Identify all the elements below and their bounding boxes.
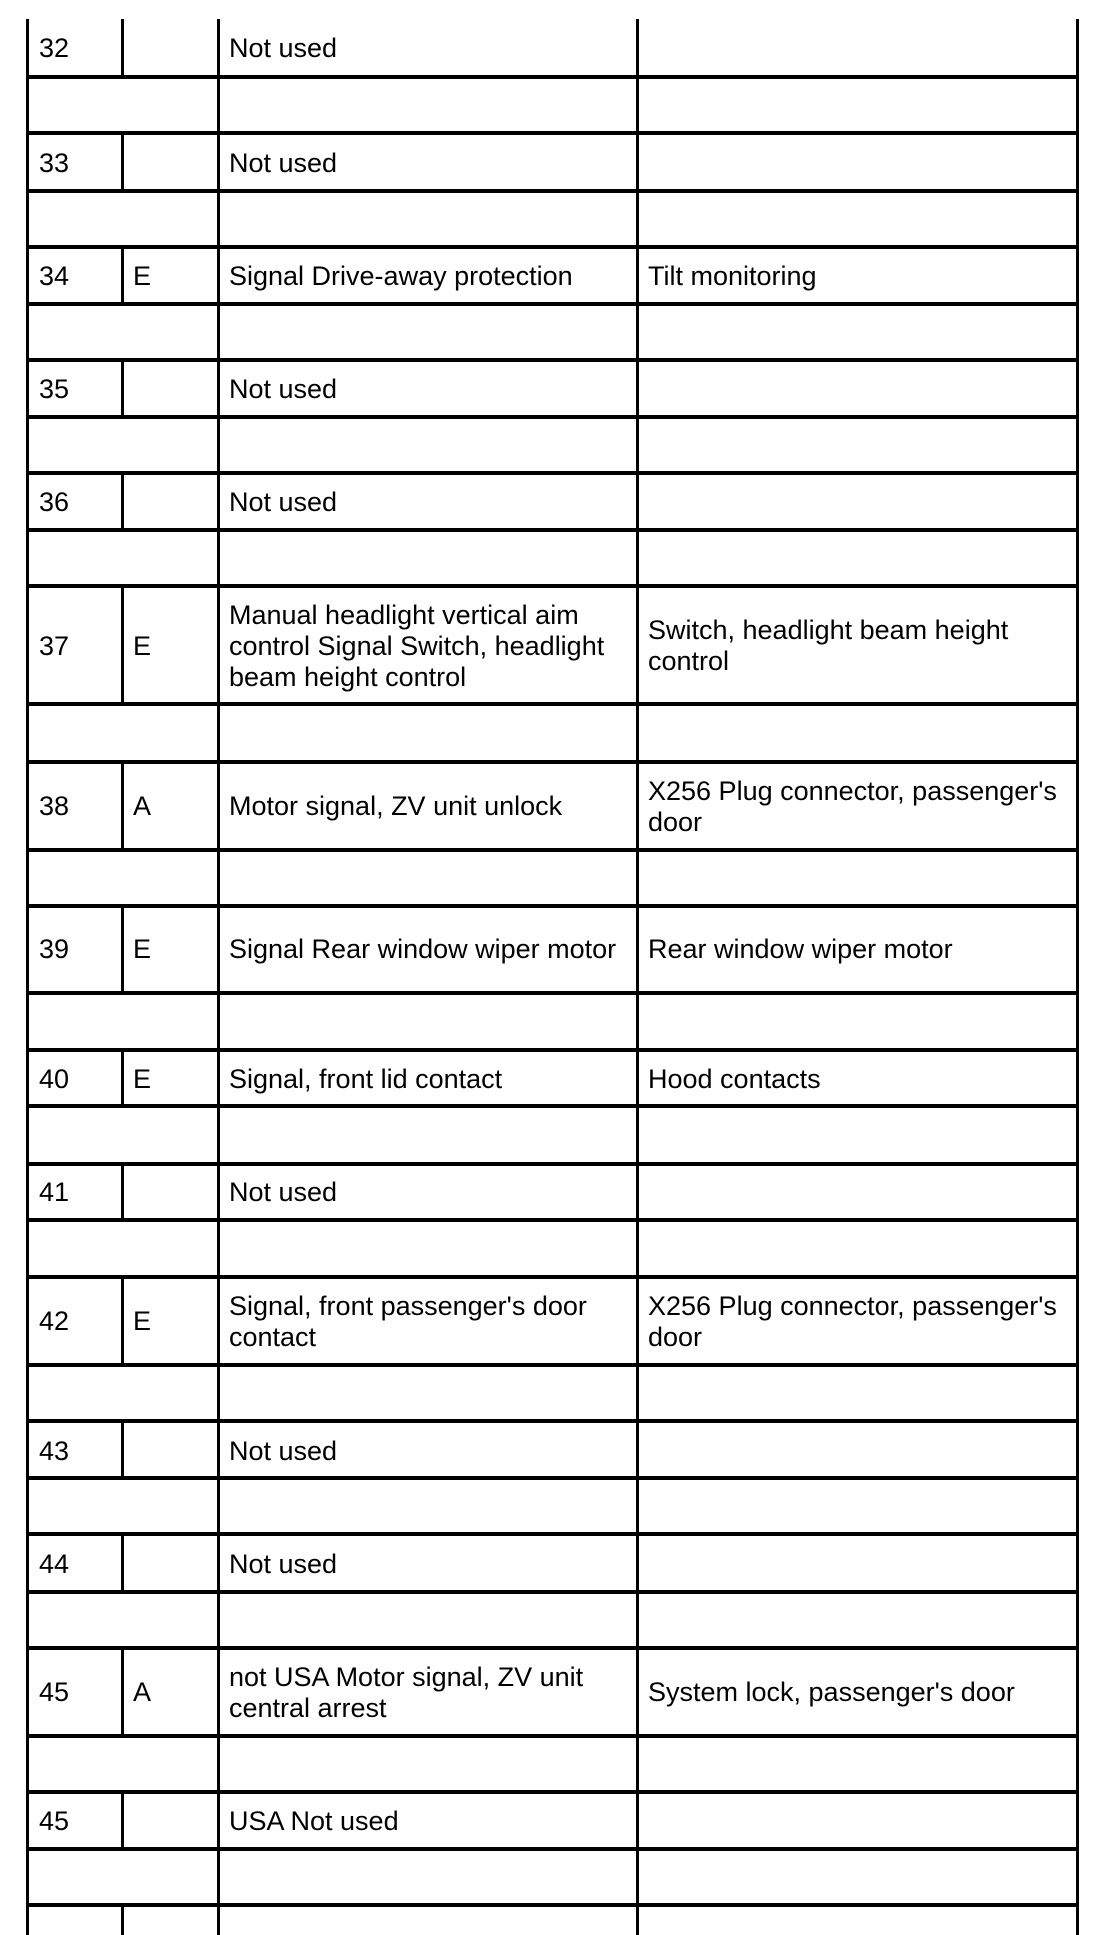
spacer-bottom-rule <box>26 1903 1079 1907</box>
pin-number-cell: 35 <box>39 373 70 404</box>
description-cell: Not used <box>229 147 338 178</box>
signal-type-cell <box>133 362 211 416</box>
component-cell <box>648 362 1071 416</box>
component-cell: System lock, passenger's door <box>648 1677 1015 1707</box>
pin-type-divider <box>121 360 124 417</box>
pin-type-divider <box>121 1648 124 1736</box>
description-cell: Not used <box>229 486 338 517</box>
pin-number-cell: 44 <box>39 1548 70 1579</box>
row-bottom-rule <box>26 1218 1079 1222</box>
spacer-bottom-rule <box>26 1048 1079 1052</box>
pin-type-divider <box>121 133 124 190</box>
description-cell: Not used <box>229 1435 338 1466</box>
pin-number-cell: 41 <box>39 1176 70 1207</box>
description-cell: Signal, front lid contact <box>229 1063 503 1094</box>
component-cell: Rear window wiper motor <box>648 934 953 964</box>
signal-type-cell: E <box>133 630 152 661</box>
pin-number-cell: 45 <box>39 1805 70 1836</box>
component-cell: Switch, headlight beam height control <box>648 615 1009 676</box>
pin-type-divider <box>121 246 124 303</box>
column-divider <box>217 19 220 1935</box>
column-divider <box>636 19 639 1935</box>
signal-type-cell: A <box>133 791 152 821</box>
pin-number-cell: 36 <box>39 486 70 517</box>
component-cell: Tilt monitoring <box>648 260 817 291</box>
component-cell: X256 Plug connector, passenger's door <box>648 1290 1057 1352</box>
pin-type-divider <box>121 1164 124 1220</box>
spacer-bottom-rule <box>26 584 1079 588</box>
pin-type-divider <box>121 1050 124 1106</box>
signal-type-cell <box>133 1424 211 1478</box>
signal-type-cell: A <box>133 1677 152 1707</box>
pin-number-cell: 43 <box>39 1435 70 1466</box>
description-cell: Signal Drive-away protection <box>229 260 573 291</box>
signal-type-cell: E <box>133 1063 152 1094</box>
pin-number-cell: 45 <box>39 1677 70 1707</box>
pin-number-cell: 39 <box>39 934 70 964</box>
spacer-bottom-rule <box>26 1419 1079 1423</box>
table-right-border <box>1076 19 1079 1935</box>
signal-type-cell <box>133 475 211 529</box>
spacer-bottom-rule <box>26 131 1079 135</box>
signal-type-cell <box>133 1794 211 1848</box>
component-cell <box>648 21 1071 76</box>
description-cell: Signal, front passenger's door contact <box>229 1290 587 1352</box>
component-cell <box>648 1166 1071 1218</box>
pin-type-divider <box>121 19 124 77</box>
signal-type-cell: E <box>133 260 152 291</box>
pin-number-cell: 38 <box>39 791 70 821</box>
description-cell: Signal Rear window wiper motor <box>229 934 617 964</box>
component-cell <box>648 1424 1071 1478</box>
pin-type-divider <box>121 473 124 530</box>
component-cell: X256 Plug connector, passenger's door <box>648 775 1057 837</box>
description-cell: Not used <box>229 1176 338 1207</box>
spacer-bottom-rule <box>26 1532 1079 1536</box>
description-cell: Motor signal, ZV unit unlock <box>229 791 563 821</box>
description-cell: Not used <box>229 373 338 404</box>
description-cell: Manual headlight vertical aim control Signal Switch, headlight beam height control <box>229 599 605 692</box>
pin-number-cell: 40 <box>39 1063 70 1094</box>
table-left-border <box>26 19 29 1935</box>
row-bottom-rule <box>26 991 1079 995</box>
pin-type-divider <box>121 906 124 993</box>
signal-type-cell <box>133 21 211 76</box>
description-cell: Not used <box>229 1548 338 1579</box>
pin-number-cell: 34 <box>39 260 70 291</box>
signal-type-cell: E <box>133 934 152 964</box>
component-cell: Hood contacts <box>648 1063 821 1094</box>
pin-number-cell: 37 <box>39 630 70 661</box>
pin-type-divider <box>121 762 124 850</box>
description-cell: Not used <box>229 33 338 63</box>
description-cell: not USA Motor signal, ZV unit central arrest <box>229 1661 584 1723</box>
signal-type-cell: E <box>133 1306 152 1336</box>
pin-type-divider <box>121 586 124 704</box>
component-cell <box>648 1794 1071 1848</box>
component-cell <box>648 136 1071 190</box>
pin-type-divider <box>121 1905 124 1935</box>
pin-number-cell: 33 <box>39 147 70 178</box>
pin-type-divider <box>121 1277 124 1365</box>
component-cell <box>648 1537 1071 1591</box>
signal-type-cell <box>133 1166 211 1218</box>
pin-number-cell: 32 <box>39 33 70 63</box>
signal-type-cell <box>133 1537 211 1591</box>
signal-type-cell <box>133 136 211 190</box>
description-cell: USA Not used <box>229 1805 399 1836</box>
component-cell <box>648 475 1071 529</box>
pin-type-divider <box>121 1792 124 1849</box>
pin-type-divider <box>121 1534 124 1591</box>
pin-type-divider <box>121 1421 124 1478</box>
pin-number-cell: 42 <box>39 1306 70 1336</box>
